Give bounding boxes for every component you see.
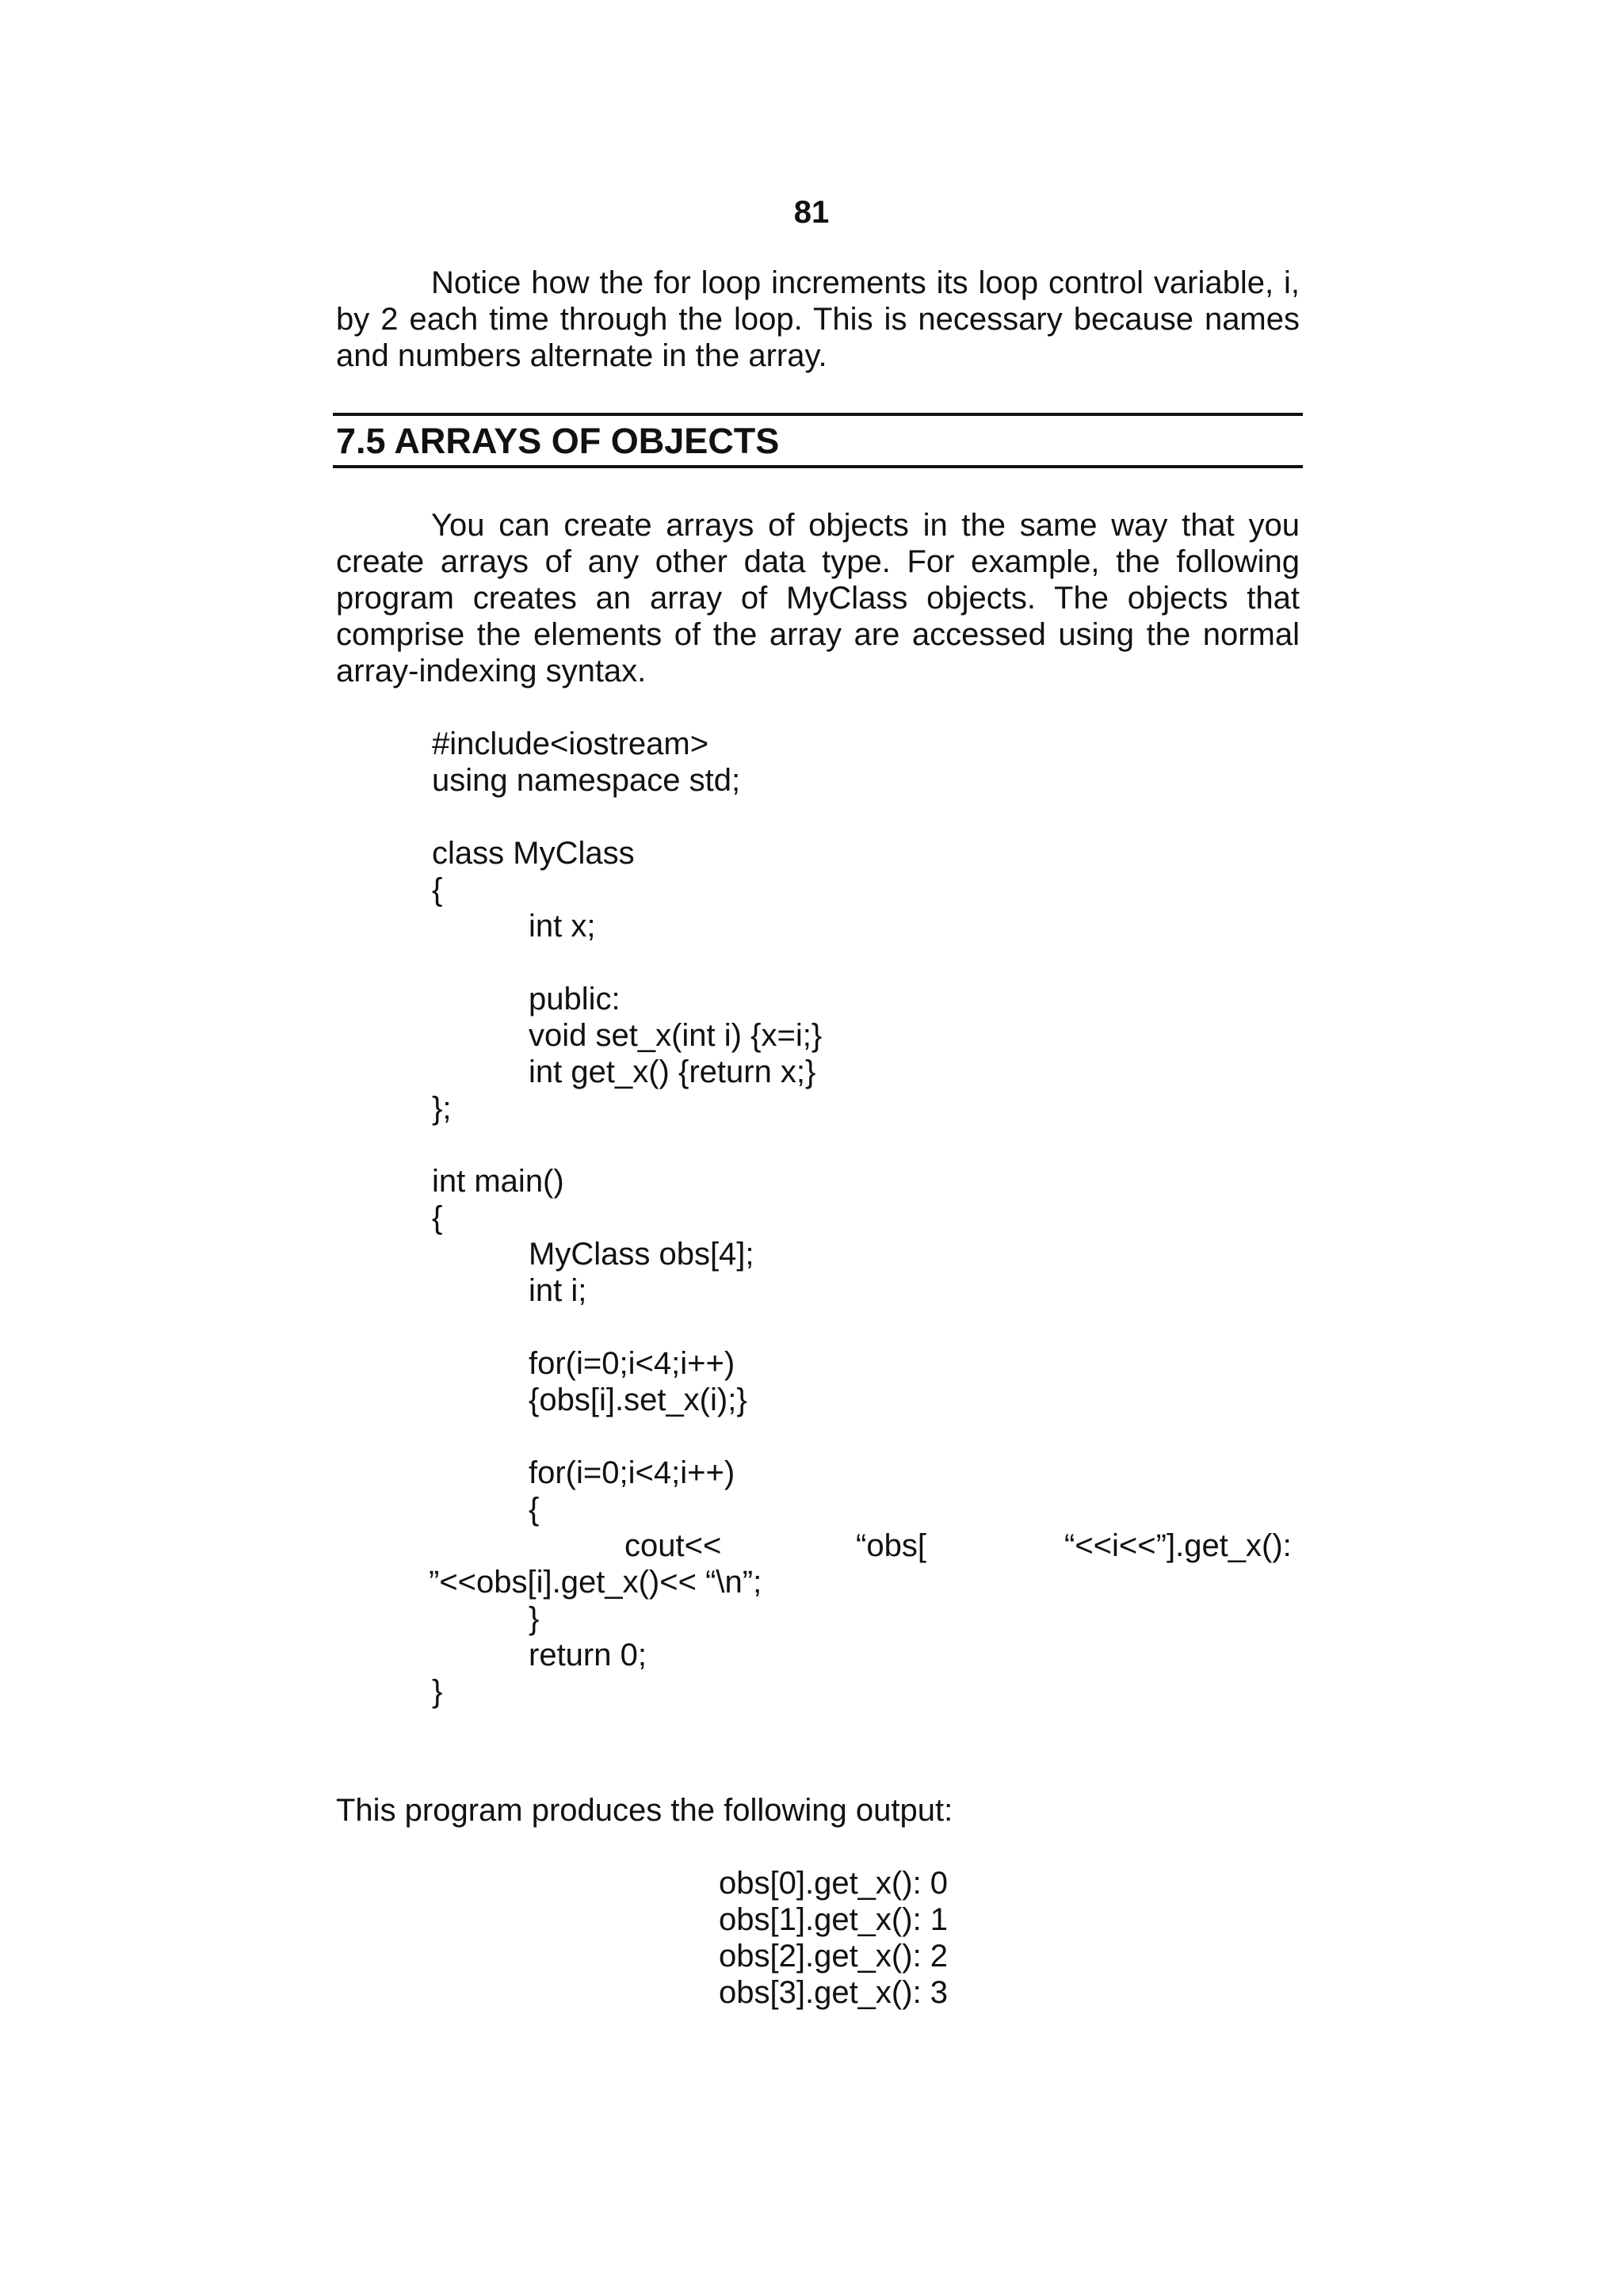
code-line-for1: for(i=0;i<4;i++) [529,1346,735,1381]
code-line-class-decl: class MyClass [432,836,635,871]
code-line-cout-part3: “<<i<<”].get_x(): [1064,1528,1292,1563]
code-line-main-open: { [432,1200,443,1235]
output-line: obs[2].get_x(): 2 [719,1939,949,1974]
code-line-i-decl: int i; [529,1273,587,1308]
code-line-cout-continued: ”<<obs[i].get_x()<< “\n”; [429,1565,762,1600]
code-line-cout-part2: “obs[ [856,1528,926,1563]
code-line-set-x: void set_x(int i) {x=i;} [529,1018,823,1053]
body-paragraph: You can create arrays of objects in the same way that you create arrays of any other data type. For example, the following program creates an array of MyClass objects. The objects that comprise the elements of the array are accessed using the normal array-indexing syntax. [336,508,1300,688]
intro-paragraph: Notice how the for loop increments its loop control variable, i, by 2 each time through the loop. This is necessary because names and numbers alternate in the array. [336,265,1300,373]
code-line-member-x: int x; [529,909,596,944]
heading-rule-bottom [333,465,1303,468]
code-line-cout-part1: cout<< [624,1528,722,1563]
code-line-main-close: } [432,1674,443,1709]
output-line: obs[3].get_x(): 3 [719,1975,949,2010]
code-line-get-x: int get_x() {return x;} [529,1055,816,1089]
code-line-for2-open: { [529,1492,540,1527]
code-line-class-open: { [432,872,443,907]
page-number: 81 [793,195,830,230]
code-line-return: return 0; [529,1638,647,1672]
output-intro: This program produces the following output: [336,1793,953,1828]
code-line-public: public: [529,982,621,1016]
output-line: obs[0].get_x(): 0 [719,1866,949,1901]
code-line-namespace: using namespace std; [432,763,741,798]
code-line-main-decl: int main() [432,1164,564,1199]
code-line-class-close: }; [432,1091,452,1126]
code-line-for2: for(i=0;i<4;i++) [529,1455,735,1490]
section-heading: 7.5 ARRAYS OF OBJECTS [336,421,780,461]
code-line-for2-close: } [529,1601,540,1636]
heading-rule-top [333,413,1303,416]
code-line-for1-body: {obs[i].set_x(i);} [529,1383,747,1417]
code-line-obs-decl: MyClass obs[4]; [529,1237,754,1272]
code-line-include: #include<iostream> [432,727,709,761]
output-line: obs[1].get_x(): 1 [719,1902,949,1937]
